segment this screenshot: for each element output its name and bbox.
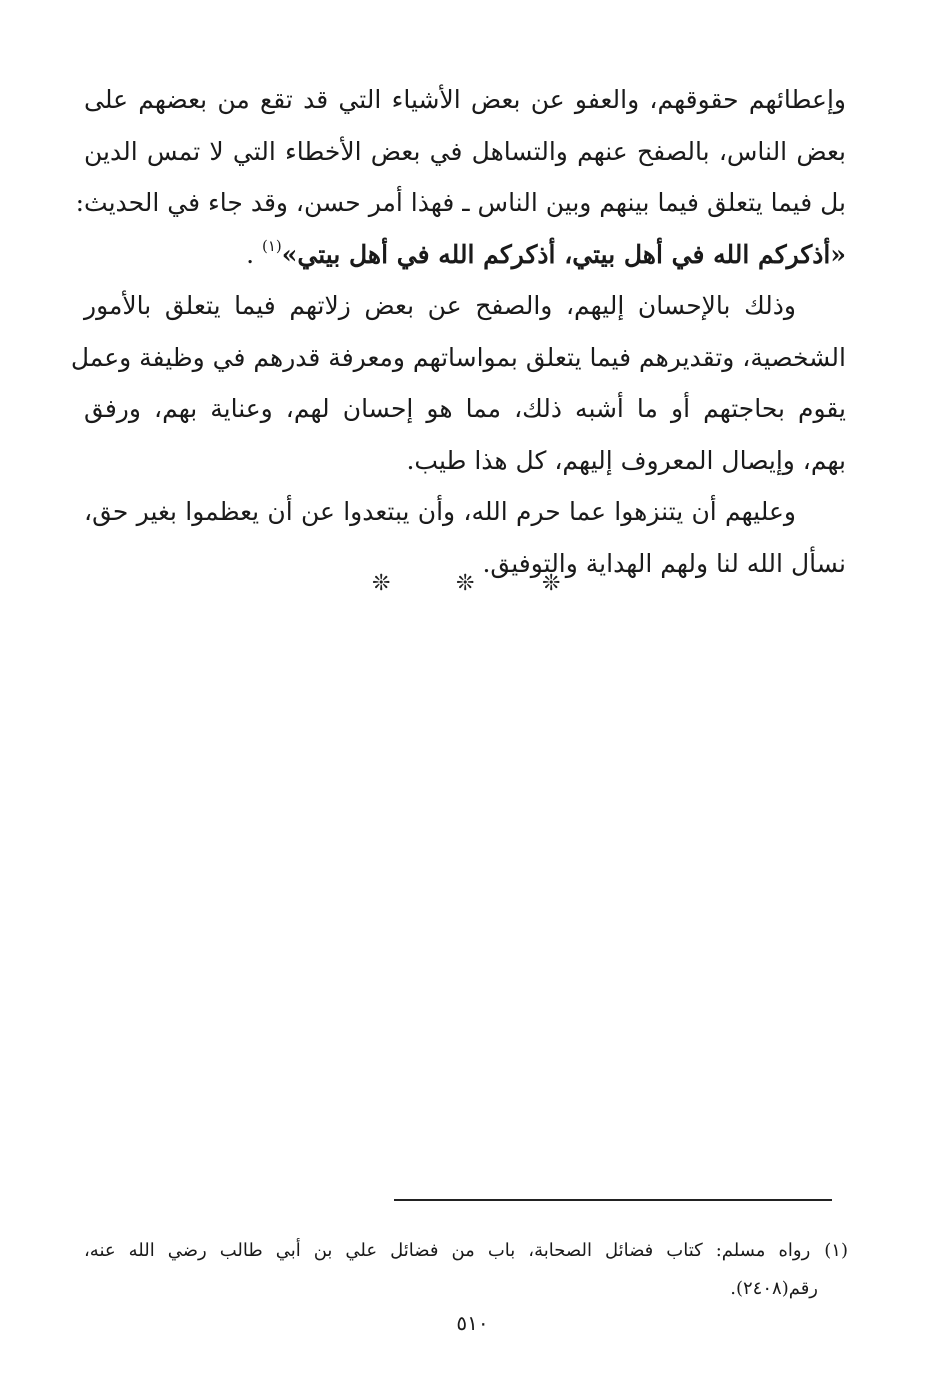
- page-number: ٥١٠: [456, 1311, 489, 1335]
- text-line: وذلك بالإحسان إليهم، والصفح عن بعض زلاتهم فيما يتعلق بالأمور: [84, 291, 796, 320]
- footnote-text: رواه مسلم: كتاب فضائل الصحابة، باب من فضائل علي بن أبي طالب رضي الله عنه،: [84, 1240, 811, 1261]
- hadith-quote: «أذكركم الله في أهل بيتي، أذكركم الله في أهل بيتي»: [281, 239, 846, 269]
- footnote-line: [84, 1232, 848, 1270]
- main-text: [70, 74, 846, 589]
- footnote-line: رقم(٢٤٠٨).: [730, 1278, 818, 1299]
- text-line: يقوم بحاجتهم أو ما أشبه ذلك، مما هو إحسان لهم، وعناية بهم، ورفق: [84, 394, 846, 423]
- footnote-reference: (١): [261, 236, 282, 255]
- text-line: بهم، وإيصال المعروف إليهم، كل هذا طيب.: [406, 445, 846, 475]
- footnote-marker: (١): [824, 1240, 848, 1261]
- text-line: وإعطائهم حقوقهم، والعفو عن بعض الأشياء التي قد تقع من بعضهم على: [84, 85, 846, 114]
- footnote: [84, 1232, 848, 1308]
- text-line: بل فيما يتعلق فيما بينهم وبين الناس ـ فهذا أمر حسن، وقد جاء في الحديث:: [75, 188, 846, 217]
- asterisk-ornament-icon: ❊: [542, 571, 561, 596]
- section-separator: [0, 566, 945, 602]
- text-line: نسأل الله لنا ولهم الهداية والتوفيق.: [482, 548, 846, 578]
- asterisk-ornament-icon: ❊: [372, 571, 391, 596]
- hadith-quote-line: [84, 229, 846, 281]
- footnote-divider: [394, 1199, 832, 1201]
- asterisk-ornament-icon: ❊: [456, 571, 475, 596]
- quote-end-punctuation: .: [246, 239, 262, 269]
- text-line: بعض الناس، بالصفح عنهم والتساهل في بعض الأخطاء التي لا تمس الدين: [84, 136, 846, 166]
- text-line: الشخصية، وتقديرهم فيما يتعلق بمواساتهم ومعرفة قدرهم في وظيفة وعمل: [70, 342, 846, 372]
- text-line: وعليهم أن يتنزهوا عما حرم الله، وأن يبتعدوا عن أن يعظموا بغير حق،: [84, 497, 796, 526]
